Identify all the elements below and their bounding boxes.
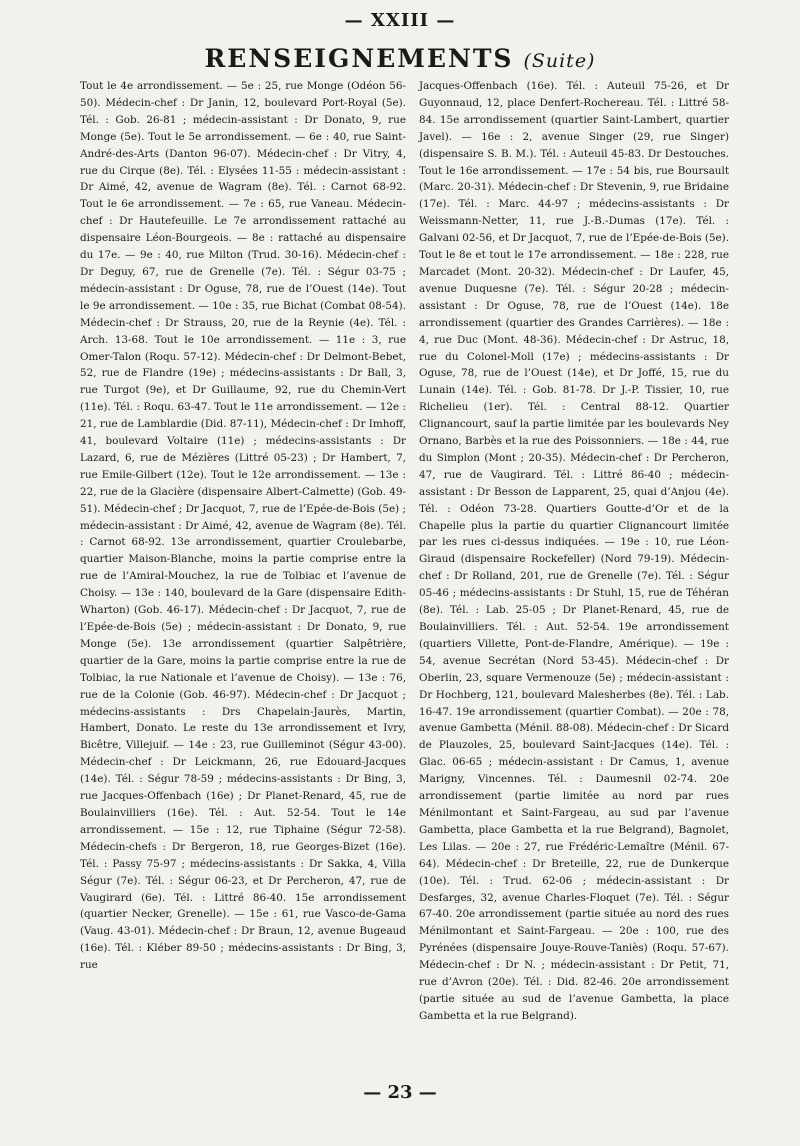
right-column [419,78,729,1025]
heading-title: RENSEIGNEMENTS [204,44,514,73]
left-column [80,78,406,974]
left-column-text: Tout le 4e arrondissement. — 5e : 25, rue Monge (Odéon 56-50). Médecin-chef : Dr Janin, 12, boulevard Port-Royal (5e). Tél. : Gob. 26-81 ; médecin-assistant : Dr Donato, 9, rue Monge (5e). Tout le 5e arrondissement. — 6e : 40, rue Saint-André-des-Arts (Danton 96-07). Médecin-chef : Dr Vitry, 4, rue du Cirque (8e). Tél. : Elysées 11-55 : médecin-assistant : Dr Aimé, 42, avenue de Wagram (8e). Tél. : Carnot 68-92. Tout le 6e arrondissement. — 7e : 65, rue Vaneau. Médecin-chef : Dr Hautefeuille. Le 7e arrondissement rattaché au dispensaire Léon-Bourgeois. — 8e : rattaché au dispensaire du 17e. — 9e : 40, rue Milton (Trud. 30-16). Médecin-chef : Dr Deguy, 67, rue de Grenelle (7e). Tél. : Ségur 03-75 ; médecin-assistant : Dr Oguse, 78, rue de l’Ouest (14e). Tout le 9e arrondissement. — 10e : 35, rue Bichat (Combat 08-54). Médecin-chef : Dr Strauss, 20, rue de la Reynie (4e). Tél. : Arch. 13-68. Tout le 10e arrondissement. — 11e : 3, rue Omer-Talon (Roqu. 57-12). Médecin-chef : Dr Delmont-Bebet, 52, rue de Flandre (19e) ; médecins-assistants : Dr Ball, 3, rue Turgot (9e), et Dr Guillaume, 92, rue du Chemin-Vert (11e). Tél. : Roqu. 63-47. Tout le 11e arrondissement. — 12e : 21, rue de Lamblardie (Did. 87-11), Médecin-chef : Dr Imhoff, 41, boulevard Voltaire (11e) ; médecins-assistants : Dr Lazard, 6, rue de Mézières (Littré 05-23) ; Dr Hambert, 7, rue Emile-Gilbert (12e). Tout le 12e arrondissement. — 13e : 22, rue de la Glacière (dispensaire Albert-Calmette) (Gob. 49-51). Médecin-chef ; Dr Jacquot, 7, rue de l’Epée-de-Bois (5e) ; médecin-assistant : Dr Aimé, 42, avenue de Wagram (8e). Tél. : Carnot 68-92. 13e arrondissement, quartier Croulebarbe, quartier Maison-Blanche, moins la partie comprise entre la rue de l’Amiral-Mouchez, la rue de Tolbiac et l’avenue de Choisy. — 13e : 140, boulevard de la Gare (dispensaire Edith-Wharton) (Gob. 46-17). Médecin-chef : Dr Jacquot, 7, rue de l’Epée-de-Bois (5e) ; médecin-assistant : Dr Donato, 9, rue Monge (5e). 13e arrondissement (quartier Salpêtrière, quartier de la Gare, moins la partie comprise entre la rue de Tolbiac, la rue Nationale et l’avenue de Choisy). — 13e : 76, rue de la Colonie (Gob. 46-97). Médecin-chef : Dr Jacquot ; médecins-assistants : Drs Chapelain-Jaurès, Martin, Hambert, Donato. Le reste du 13e arrondissement et Ivry, Bicêtre, Villejuif. — 14e : 23, rue Guilleminot (Ségur 43-00). Médecin-chef : Dr Leickmann, 26, rue Edouard-Jacques (14e). Tél. : Ségur 78-59 ; médecins-assistants : Dr Bing, 3, rue Jacques-Offenbach (16e) ; Dr Planet-Renard, 45, rue de Boulainvilliers (16e). Tél. : Aut. 52-54. Tout le 14e arrondissement. — 15e : 12, rue Tiphaine (Ségur 72-58). Médecin-chefs : Dr Bergeron, 18, rue Georges-Bizet (16e). Tél. : Passy 75-97 ; médecins-assistants : Dr Sakka, 4, Villa Ségur (7e). Tél. : Ségur 06-23, et Dr Percheron, 47, rue de Vaugirard (6e). Tél. : Littré 86-40. 15e arrondissement (quartier Necker, Grenelle). — 15e : 61, rue Vasco-de-Gama (Vaug. 43-01). Médecin-chef : Dr Braun, 12, avenue Bugeaud (16e). Tél. : Kléber 89-50 ; médecins-assistants : Dr Bing, 3, rue [80,80,406,972]
page-number: — 23 — [363,1082,437,1103]
roman-page-number: — XXIII — [344,10,456,31]
heading-suffix: (Suite) [523,50,596,72]
right-column-text: Jacques-Offenbach (16e). Tél. : Auteuil 75-26, et Dr Guyonnaud, 12, place Denfert-Rochereau. Tél. : Littré 58-84. 15e arrondissement (quartier Saint-Lambert, quartier Javel). — 16e : 2, avenue Singer (29, rue Singer) (dispensaire S. B. M.). Tél. : Auteuil 45-83. Dr Destouches. Tout le 16e arrondissement. — 17e : 54 bis, rue Boursault (Marc. 20-31). Médecin-chef : Dr Stevenin, 9, rue Bridaine (17e). Tél. : Marc. 44-97 ; médecins-assistants : Dr Weissmann-Netter, 11, rue J.-B.-Dumas (17e). Tél. : Galvani 02-56, et Dr Jacquot, 7, rue de l’Epée-de-Bois (5e). Tout le 8e et tout le 17e arrondissement. — 18e : 228, rue Marcadet (Mont. 20-32). Médecin-chef : Dr Laufer, 45, avenue Duquesne (7e). Tél. : Ségur 20-28 ; médecin-assistant : Dr Oguse, 78, rue de l’Ouest (14e). 18e arrondissement (quartier des Grandes Carrières). — 18e : 4, rue Duc (Mont. 48-36). Médecin-chef : Dr Astruc, 18, rue du Colonel-Moll (17e) ; médecins-assistants : Dr Oguse, 78, rue de l’Ouest (14e), et Dr Joffé, 15, rue du Lunain (14e). Tél. : Gob. 81-78. Dr J.-P. Tissier, 10, rue Richelieu (1er). Tél. : Central 88-12. Quartier Clignancourt, sauf la partie limitée par les boulevards Ney Ornano, Barbès et la rue des Poissonniers. — 18e : 44, rue du Simplon (Mont ; 20-35). Médecin-chef : Dr Percheron, 47, rue de Vaugirard. Tél. : Littré 86-40 ; médecin-assistant : Dr Besson de Lapparent, 25, quai d’Anjou (4e). Tél. : Odéon 73-28. Quartiers Goutte-d’Or et de la Chapelle plus la partie du quartier Clignancourt limitée par les rues ci-dessus indiquées. — 19e : 10, rue Léon-Giraud (dispensaire Rockefeller) (Nord 79-19). Médecin-chef : Dr Rolland, 201, rue de Grenelle (7e). Tél. : Ségur 05-46 ; médecins-assistants : Dr Stuhl, 15, rue de Téhéran (8e). Tél. : Lab. 25-05 ; Dr Planet-Renard, 45, rue de Boulainvilliers. Tél. : Aut. 52-54. 19e arrondissement (quartiers Villette, Pont-de-Flandre, Amérique). — 19e : 54, avenue Secrétan (Nord 53-45). Médecin-chef : Dr Oberlin, 23, square Vermenouze (5e) ; médecin-assistant : Dr Hochberg, 121, boulevard Malesherbes (8e). Tél. : Lab. 16-47. 19e arrondissement (quartier Combat). — 20e : 78, avenue Gambetta (Ménil. 88-08). Médecin-chef : Dr Sicard de Plauzoles, 25, boulevard Saint-Jacques (14e). Tél. : Glac. 06-65 ; médecin-assistant : Dr Camus, 1, avenue Marigny, Vincennes. Tél. : Daumesnil 02-74. 20e arrondissement (partie limitée au nord par rues Ménilmontant et Saint-Fargeau, au sud par l’avenue Gambetta, place Gambetta et la rue Belgrand), Bagnolet, Les Lilas. — 20e : 27, rue Frédéric-Lemaître (Ménil. 67-64). Médecin-chef : Dr Breteille, 22, rue de Dunkerque (10e). Tél. : Trud. 62-06 ; médecin-assistant : Dr Desfarges, 32, avenue Charles-Floquet (7e). Tél. : Ségur 67-40. 20e arrondissement (partie située au nord des rues Ménilmontant et Saint-Fargeau. — 20e : 100, rue des Pyrénées (dispensaire Jouye-Rouve-Taniès) (Roqu. 57-67). Médecin-chef : Dr N. ; médecin-assistant : Dr Petit, 71, rue d’Avron (20e). Tél. : Did. 82-46. 20e arrondissement (partie située au sud de l’avenue Gambetta, la place Gambetta et la rue Belgrand). [419,80,729,1022]
section-heading [0,44,800,73]
